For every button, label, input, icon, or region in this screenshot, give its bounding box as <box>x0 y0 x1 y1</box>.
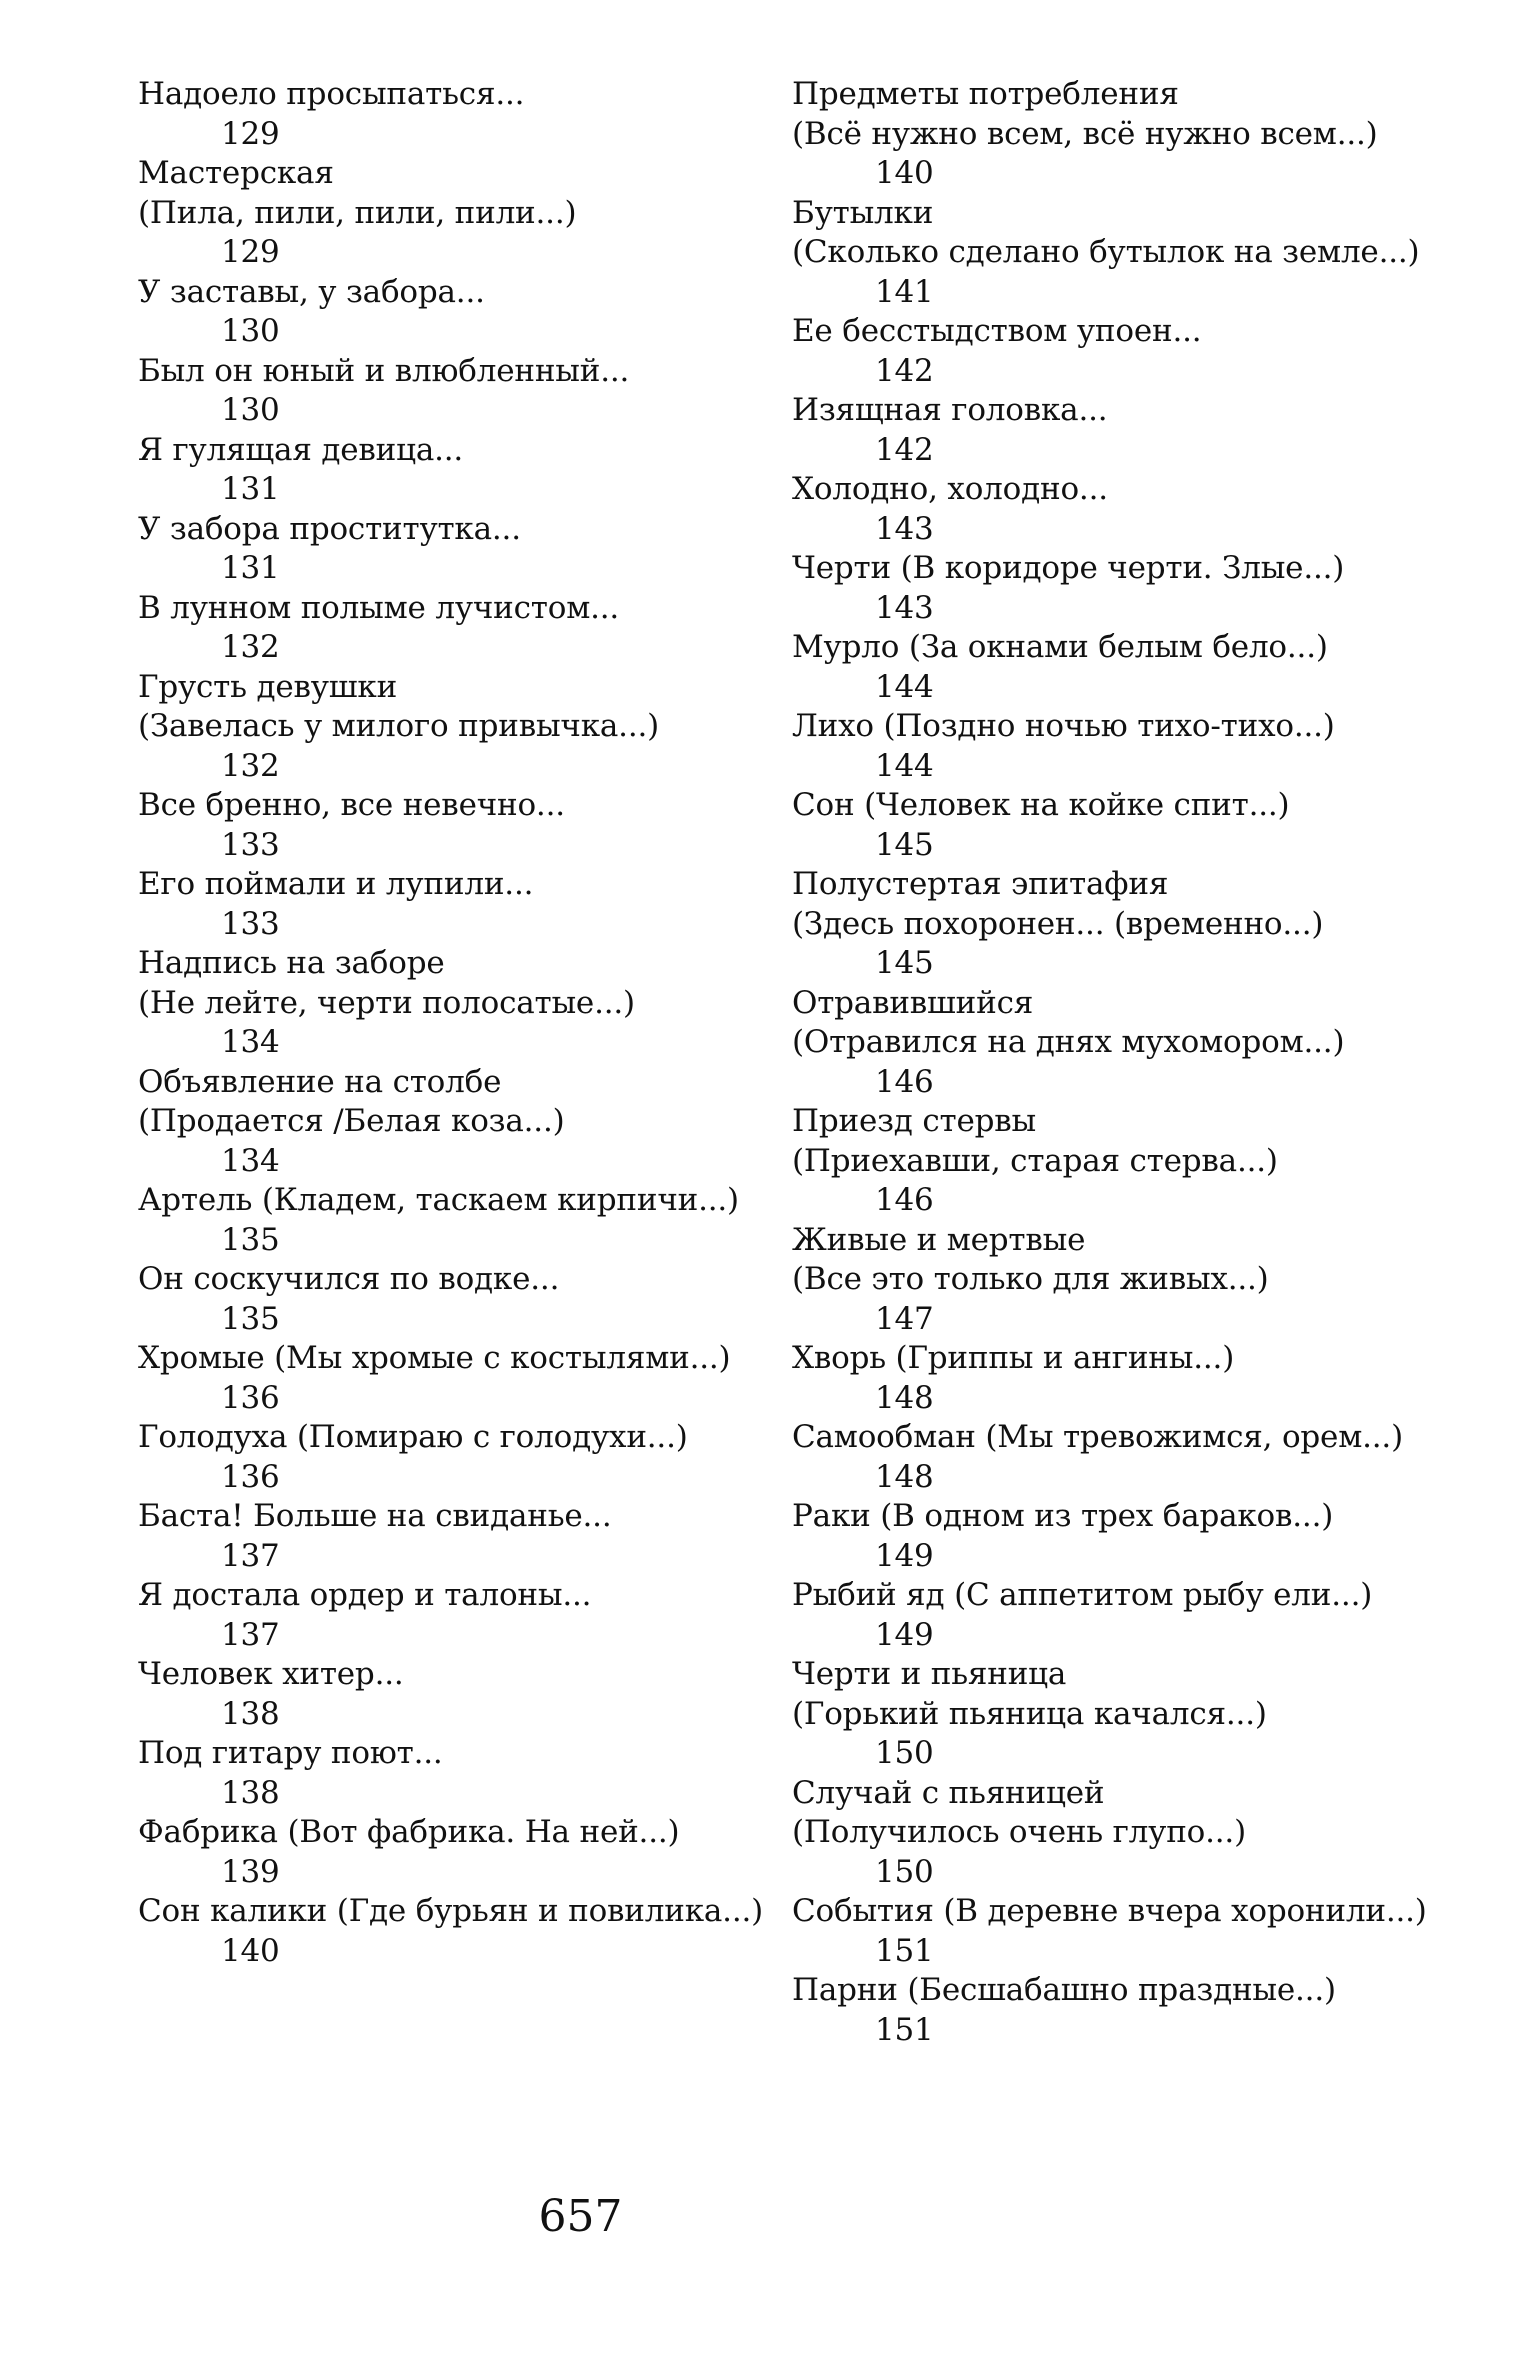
toc-entry-page-number: 143 <box>875 510 934 547</box>
toc-entry-title: Мурло (За окнами белым бело...) <box>792 629 1328 665</box>
toc-entry-title: Был он юный и влюбленный... <box>138 352 630 389</box>
toc-entry <box>792 1418 1492 1497</box>
toc-entry-page-number: 130 <box>221 313 280 349</box>
toc-entry-page-number: 131 <box>221 471 280 507</box>
toc-entry-title: Живые и мертвые <box>792 1221 1086 1258</box>
toc-entry-page-number: 129 <box>221 115 280 152</box>
toc-entry-page-number: 145 <box>875 826 934 863</box>
toc-entry <box>792 470 1492 549</box>
toc-entry-page-number: 149 <box>875 1537 934 1574</box>
toc-entry-title: Рыбий яд (С аппетитом рыбу ели...) <box>792 1577 1373 1613</box>
toc-entry <box>138 589 778 668</box>
toc-left-column <box>138 75 778 1971</box>
toc-entry-title: Черти и пьяница <box>792 1656 1067 1692</box>
toc-entry <box>138 1260 778 1339</box>
page-number: 657 <box>538 2191 623 2242</box>
toc-entry-page-number: 141 <box>875 273 934 310</box>
toc-entry-page-number: 136 <box>221 1458 280 1495</box>
toc-entry-page-number: 137 <box>221 1616 280 1653</box>
toc-entry-title: Его поймали и лупили... <box>138 866 534 902</box>
toc-entry-title: Голодуха (Помираю с голодухи...) <box>138 1419 688 1455</box>
toc-entry-page-number: 132 <box>221 747 280 784</box>
toc-entry-page-number: 136 <box>221 1379 280 1416</box>
toc-entry-page-number: 143 <box>875 589 934 626</box>
toc-entry-title: Приезд стервы <box>792 1103 1036 1139</box>
toc-entry <box>792 865 1492 984</box>
toc-entry <box>138 1734 778 1813</box>
toc-entry-title: Лихо (Поздно ночью тихо-тихо...) <box>792 708 1335 744</box>
toc-entry-page-number: 145 <box>875 945 934 981</box>
toc-entry-title: Я гулящая девица... <box>138 431 464 468</box>
toc-entry-subtitle: (Всё нужно всем, всё нужно всем...) <box>792 115 1378 152</box>
toc-entry-title: Хромые (Мы хромые с костылями...) <box>138 1340 731 1376</box>
toc-right-column <box>792 75 1492 2050</box>
toc-entry-page-number: 138 <box>221 1774 280 1811</box>
toc-entry-title: Бутылки <box>792 194 934 231</box>
toc-entry <box>138 1576 778 1655</box>
toc-entry-title: Надпись на заборе <box>138 945 445 981</box>
toc-entry <box>792 1339 1492 1418</box>
toc-entry-title: Парни (Бесшабашно праздные...) <box>792 1972 1336 2008</box>
toc-entry-page-number: 130 <box>221 392 280 428</box>
toc-entry-title: Объявление на столбе <box>138 1063 502 1100</box>
toc-entry-page-number: 134 <box>221 1024 280 1060</box>
toc-entry-title: Надоело просыпаться... <box>138 76 525 112</box>
toc-entry-page-number: 135 <box>221 1300 280 1337</box>
toc-entry-page-number: 135 <box>221 1221 280 1258</box>
toc-entry-title: Я достала ордер и талоны... <box>138 1577 592 1613</box>
toc-entry <box>138 865 778 944</box>
toc-entry-title: Черти (В коридоре черти. Злые...) <box>792 550 1345 586</box>
toc-entry-title: Ее бесстыдством упоен... <box>792 313 1202 349</box>
toc-entry-subtitle: (Завелась у милого привычка...) <box>138 708 660 744</box>
toc-entry-title: Самообман (Мы тревожимся, орем...) <box>792 1419 1403 1455</box>
toc-entry <box>792 312 1492 391</box>
toc-entry-page-number: 149 <box>875 1616 934 1653</box>
toc-entry <box>792 1655 1492 1774</box>
toc-entry <box>138 944 778 1063</box>
toc-entry <box>792 194 1492 313</box>
toc-entry-page-number: 142 <box>875 352 934 389</box>
toc-entry-title: У заставы, у забора... <box>138 273 485 310</box>
toc-entry <box>792 786 1492 865</box>
toc-entry-title: Грусть девушки <box>138 668 398 705</box>
toc-entry-title: Все бренно, все невечно... <box>138 787 565 823</box>
toc-entry <box>792 1497 1492 1576</box>
toc-entry-title: Хворь (Гриппы и ангины...) <box>792 1340 1235 1376</box>
toc-entry-title: Отравившийся <box>792 984 1034 1021</box>
toc-entry-page-number: 148 <box>875 1458 934 1495</box>
toc-entry-subtitle: (Получилось очень глупо...) <box>792 1814 1246 1850</box>
toc-entry <box>138 1655 778 1734</box>
toc-entry-page-number: 148 <box>875 1379 934 1416</box>
toc-entry-title: В лунном полыме лучистом... <box>138 589 620 626</box>
toc-entry-title: События (В деревне вчера хоронили...) <box>792 1893 1427 1929</box>
toc-entry-title: Сон калики (Где бурьян и повилика...) <box>138 1893 764 1929</box>
toc-entry-title: Он соскучился по водке... <box>138 1261 560 1297</box>
toc-entry-page-number: 133 <box>221 826 280 863</box>
toc-entry-page-number: 144 <box>875 747 934 784</box>
toc-entry <box>138 154 778 273</box>
toc-entry-subtitle: (Все это только для живых...) <box>792 1261 1269 1297</box>
toc-entry <box>138 75 778 154</box>
toc-entry <box>138 510 778 589</box>
toc-entry-subtitle: (Не лейте, черти полосатые...) <box>138 984 635 1021</box>
toc-entry-title: Под гитару поют... <box>138 1735 443 1771</box>
toc-entry <box>138 1813 778 1892</box>
toc-entry-page-number: 133 <box>221 905 280 942</box>
toc-entry <box>792 628 1492 707</box>
toc-entry <box>792 1774 1492 1893</box>
toc-entry-page-number: 138 <box>221 1695 280 1732</box>
toc-entry-page-number: 137 <box>221 1537 280 1574</box>
toc-entry-subtitle: (Сколько сделано бутылок на земле...) <box>792 234 1420 270</box>
toc-entry <box>138 352 778 431</box>
toc-entry-page-number: 144 <box>875 668 934 705</box>
toc-entry-title: Баста! Больше на свиданье... <box>138 1498 612 1534</box>
toc-entry <box>792 1576 1492 1655</box>
toc-entry-subtitle: (Продается /Белая коза...) <box>138 1103 565 1139</box>
toc-entry-page-number: 150 <box>875 1853 934 1890</box>
toc-entry <box>138 1497 778 1576</box>
toc-entry-title: Случай с пьяницей <box>792 1774 1105 1811</box>
toc-entry-page-number: 142 <box>875 431 934 468</box>
toc-entry-page-number: 140 <box>221 1932 280 1969</box>
toc-entry-subtitle: (Приехавши, старая стерва...) <box>792 1142 1278 1179</box>
toc-entry-page-number: 131 <box>221 550 280 586</box>
toc-entry-page-number: 151 <box>875 2011 934 2048</box>
toc-entry-subtitle: (Пила, пили, пили, пили...) <box>138 194 577 231</box>
toc-entry <box>792 75 1492 194</box>
toc-entry-page-number: 146 <box>875 1063 934 1100</box>
toc-entry-title: Артель (Кладем, таскаем кирпичи...) <box>138 1182 739 1218</box>
toc-entry-title: Раки (В одном из трех бараков...) <box>792 1498 1334 1534</box>
toc-entry <box>792 984 1492 1103</box>
toc-entry <box>138 1418 778 1497</box>
toc-entry-title: Полустертая эпитафия <box>792 866 1169 902</box>
toc-entry-page-number: 129 <box>221 234 280 270</box>
toc-entry <box>138 668 778 787</box>
toc-entry-title: Мастерская <box>138 155 334 191</box>
toc-entry <box>792 1892 1492 1971</box>
toc-entry-title: Изящная головка... <box>792 392 1108 428</box>
toc-entry-subtitle: (Горький пьяница качался...) <box>792 1695 1267 1732</box>
toc-entry-page-number: 151 <box>875 1932 934 1969</box>
toc-entry <box>138 273 778 352</box>
toc-entry <box>792 1221 1492 1340</box>
toc-entry-title: Человек хитер... <box>138 1656 404 1692</box>
toc-entry <box>138 1063 778 1182</box>
toc-entry <box>792 1102 1492 1221</box>
toc-entry <box>138 1181 778 1260</box>
toc-entry-title: Холодно, холодно... <box>792 471 1108 507</box>
toc-entry <box>792 707 1492 786</box>
toc-entry <box>792 1971 1492 2050</box>
toc-entry <box>138 1892 778 1971</box>
toc-entry-page-number: 147 <box>875 1300 934 1337</box>
toc-entry-title: У забора проститутка... <box>138 510 521 547</box>
toc-entry-title: Фабрика (Вот фабрика. На ней...) <box>138 1814 680 1850</box>
toc-entry-page-number: 150 <box>875 1735 934 1771</box>
toc-entry-title: Предметы потребления <box>792 76 1179 112</box>
toc-entry-page-number: 134 <box>221 1142 280 1179</box>
toc-entry-page-number: 146 <box>875 1182 934 1218</box>
toc-entry-page-number: 132 <box>221 629 280 665</box>
toc-entry-title: Сон (Человек на койке спит...) <box>792 787 1290 823</box>
toc-entry <box>792 549 1492 628</box>
toc-entry-page-number: 139 <box>221 1853 280 1890</box>
toc-entry-page-number: 140 <box>875 155 934 191</box>
toc-entry <box>138 431 778 510</box>
toc-entry <box>792 391 1492 470</box>
toc-entry-subtitle: (Отравился на днях мухомором...) <box>792 1024 1345 1060</box>
toc-entry-subtitle: (Здесь похоронен... (временно...) <box>792 905 1324 942</box>
toc-entry <box>138 786 778 865</box>
toc-entry <box>138 1339 778 1418</box>
